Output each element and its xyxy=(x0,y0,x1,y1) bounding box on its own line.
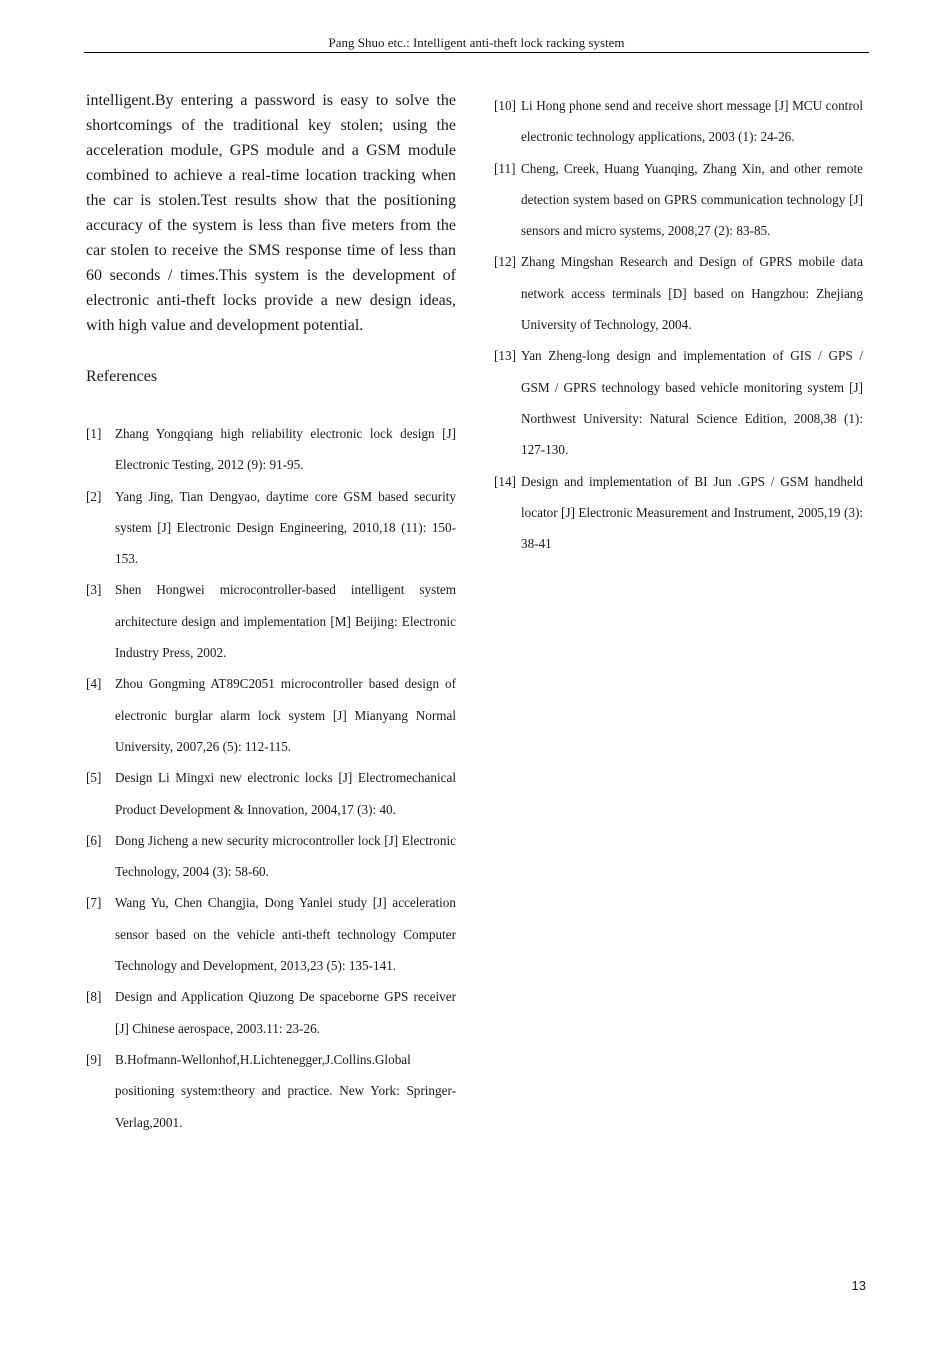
reference-item xyxy=(86,1044,456,1138)
reference-item xyxy=(86,825,456,888)
reference-item xyxy=(494,246,863,340)
header-rule xyxy=(84,52,869,53)
reference-item xyxy=(86,668,456,762)
reference-item xyxy=(86,574,456,668)
reference-text: Design Li Mingxi new electronic locks [J] Electromechanical Product Development & Innovation, 2004,17 (3): 40. xyxy=(115,770,456,817)
reference-text: Dong Jicheng a new security microcontroller lock [J] Electronic Technology, 2004 (3): 58-60. xyxy=(115,832,456,880)
left-column xyxy=(86,88,456,1138)
right-column xyxy=(494,90,863,559)
reference-number: [4] xyxy=(86,676,102,692)
reference-item xyxy=(494,153,863,247)
reference-text: Cheng, Creek, Huang Yuanqing, Zhang Xin, and other remote detection system based on GPRS communication technology [J] sensors and micro systems, 2008,27 (2): 83-85. xyxy=(521,160,863,239)
reference-text: Shen Hongwei microcontroller-based intelligent system architecture design and implementation [M] Beijing: Electronic Industry Press, 2002. xyxy=(115,582,456,661)
reference-item xyxy=(86,981,456,1044)
reference-number: [1] xyxy=(86,426,102,441)
reference-number: [10] xyxy=(494,98,516,113)
reference-number: [8] xyxy=(86,989,102,1005)
reference-number: [6] xyxy=(86,832,102,848)
reference-number: [2] xyxy=(86,488,102,504)
reference-item xyxy=(494,466,863,560)
reference-text: Zhou Gongming AT89C2051 microcontroller based design of electronic burglar alarm lock system [J] Mianyang Normal University, 2007,26 (5): 112-115. xyxy=(115,676,456,754)
page-number: 13 xyxy=(851,1278,866,1293)
reference-text: Zhang Yongqiang high reliability electronic lock design [J] Electronic Testing, 2012 (9): 91-95. xyxy=(115,426,456,473)
reference-text: Design and implementation of BI Jun .GPS / GSM handheld locator [J] Electronic Measurement and Instrument, 2005,19 (3): 38-41 xyxy=(521,473,863,552)
conclusion-paragraph: intelligent.By entering a password is easy to solve the shortcomings of the traditional key stolen; using the acceleration module, GPS module and a GSM module combined to achieve a real-time location tracking when the car is stolen.Test results show that the positioning accuracy of the system is less than five meters from the car stolen to receive the SMS response time of less than 60 seconds / times.This system is the development of electronic anti-theft locks provide a new design ideas, with high value and development potential. xyxy=(86,92,456,334)
reference-text: Zhang Mingshan Research and Design of GPRS mobile data network access terminals [D] based on Hangzhou: Zhejiang University of Technology, 2004. xyxy=(521,254,863,333)
reference-number: [12] xyxy=(494,254,516,270)
reference-text: Li Hong phone send and receive short message [J] MCU control electronic technology applications, 2003 (1): 24-26. xyxy=(521,98,863,145)
reference-item xyxy=(86,418,456,481)
reference-item xyxy=(86,887,456,981)
reference-number: [11] xyxy=(494,160,516,176)
reference-number: [13] xyxy=(494,348,516,364)
reference-number: [5] xyxy=(86,770,102,786)
reference-number: [3] xyxy=(86,582,102,598)
reference-number: [7] xyxy=(86,895,102,911)
reference-text: B.Hofmann-Wellonhof,H.Lichtenegger,J.Collins.Global positioning system:theory and practice. New York: Springer- Verlag,2001. xyxy=(115,1051,456,1130)
reference-number: [14] xyxy=(494,473,516,489)
reference-number: [9] xyxy=(86,1051,102,1067)
reference-text: Yan Zheng-long design and implementation of GIS / GPS / GSM / GPRS technology based vehicle monitoring system [J] Northwest University: Natural Science Edition, 2008,38 (1): 127-130. xyxy=(521,348,863,458)
running-header: Pang Shuo etc.: Intelligent anti-theft lock racking system xyxy=(328,35,625,50)
reference-text: Yang Jing, Tian Dengyao, daytime core GSM based security system [J] Electronic Design Engineering, 2010,18 (11): 150-153. xyxy=(115,488,456,567)
reference-item xyxy=(86,762,456,825)
reference-list-left xyxy=(86,418,456,1138)
reference-item xyxy=(494,90,863,153)
reference-text: Design and Application Qiuzong De spaceborne GPS receiver [J] Chinese aerospace, 2003.11: 23-26. xyxy=(115,989,456,1036)
reference-item xyxy=(494,340,863,465)
reference-item xyxy=(86,481,456,575)
references-heading: References xyxy=(86,368,158,385)
reference-text: Wang Yu, Chen Changjia, Dong Yanlei study [J] acceleration sensor based on the vehicle anti-theft technology Computer Technology and Development, 2013,23 (5): 135-141. xyxy=(115,895,456,974)
reference-list-right xyxy=(494,90,863,559)
